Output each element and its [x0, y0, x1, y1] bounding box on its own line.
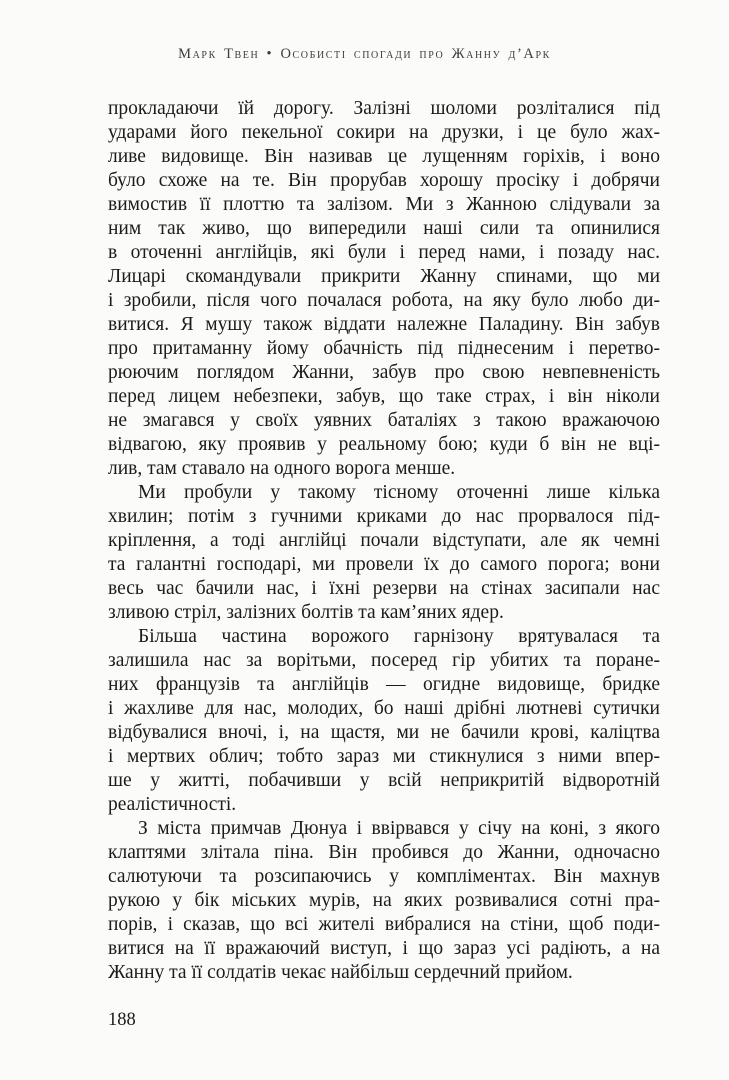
text-line: реалістичності. — [108, 794, 237, 815]
text-line: перед лицем небезпеки, забув, що таке страх, і він ніколи — [108, 386, 660, 407]
text-line: в оточенні англійців, які були і перед нами, і позаду нас. — [108, 242, 660, 263]
text-line: і зробили, після чого почалася робота, на яку було любо ди- — [108, 290, 660, 311]
text-line: ше у житті, побачивши у всій неприкритій відворотній — [108, 770, 660, 791]
text-line: зливою стріл, залізних болтів та кам’яних ядер. — [108, 602, 504, 623]
text-line: ливе видовище. Він називав це лущенням горіхів, і воно — [108, 146, 660, 167]
text-line: салютуючи та розсипаючись у компліментах. Він махнув — [108, 866, 660, 887]
paragraph — [108, 97, 660, 481]
text-line: ним так живо, що випередили наші сили та опинилися — [108, 218, 660, 239]
text-line: відвагою, яку проявив у реальному бою; куди б він не вці- — [108, 434, 660, 455]
text-line: З міста примчав Дюнуа і ввірвався у січу на коні, з якого — [138, 818, 660, 839]
text-line: Жанну та її солдатів чекає найбільш сердечний прийом. — [108, 962, 573, 983]
text-line: порів, і сказав, що всі жителі вибралися на стіни, щоб поди- — [108, 914, 660, 935]
text-line: кріплення, а тоді англійці почали відступати, але як чемні — [108, 530, 660, 551]
text-line: було схоже на те. Він прорубав хорошу просіку і добрячи — [108, 170, 660, 191]
text-line: ударами його пекельної сокири на друзки, і це було жах- — [108, 122, 660, 143]
text-line: витися на її вражаючий виступ, і що зараз усі радіють, а на — [108, 938, 660, 959]
text-line: та галантні господарі, ми провели їх до самого порога; вони — [108, 554, 660, 575]
body-text — [108, 97, 660, 985]
page-number: 188 — [108, 1010, 136, 1030]
text-line: весь час бачили нас, і їхні резерви на стінах засипали нас — [108, 578, 660, 599]
text-line: Більша частина ворожого гарнізону врятувалася та — [138, 626, 660, 647]
text-line: клаптями злітала піна. Він пробився до Жанни, одночасно — [108, 842, 660, 863]
running-head: Марк Твен • Особисті спогади про Жанну д’Арк — [178, 46, 551, 62]
text-line: і мертвих облич; тобто зараз ми стикнулися з ними впер- — [108, 746, 660, 767]
text-line: не змагався у своїх уявних баталіях з такою вражаючою — [108, 410, 660, 431]
text-line: залишила нас за ворітьми, посеред гір убитих та поране- — [108, 650, 660, 671]
text-line: витися. Я мушу також віддати належне Паладину. Він забув — [108, 314, 660, 335]
text-line: прокладаючи їй дорогу. Залізні шоломи розліталися під — [108, 98, 660, 119]
text-line: рюючим поглядом Жанни, забув про свою невпевненість — [108, 362, 660, 383]
text-line: Лицарі скомандували прикрити Жанну спинами, що ми — [108, 266, 660, 287]
text-line: відбувалися вночі, і, на щастя, ми не бачили крові, каліцтва — [108, 722, 660, 743]
text-line: хвилин; потім з гучними криками до нас прорвалося під- — [108, 506, 660, 527]
text-line: і жахливе для нас, молодих, бо наші дрібні лютневі сутички — [108, 698, 660, 719]
text-line: вимостив її плоттю та залізом. Ми з Жанною слідували за — [108, 194, 660, 215]
text-line: рукою у бік міських мурів, на яких розвивалися сотні пра- — [108, 890, 660, 911]
text-line: лив, там ставало на одного ворога менше. — [108, 458, 456, 479]
text-line: Ми пробули у такому тісному оточенні лише кілька — [138, 482, 660, 503]
text-line: про притаманну йому обачність під піднесеним і перетво- — [108, 338, 660, 359]
paragraph — [108, 625, 660, 817]
paragraph — [108, 481, 660, 625]
paragraph — [108, 817, 660, 985]
text-line: них французів та англійців — огидне видовище, бридке — [108, 674, 660, 695]
